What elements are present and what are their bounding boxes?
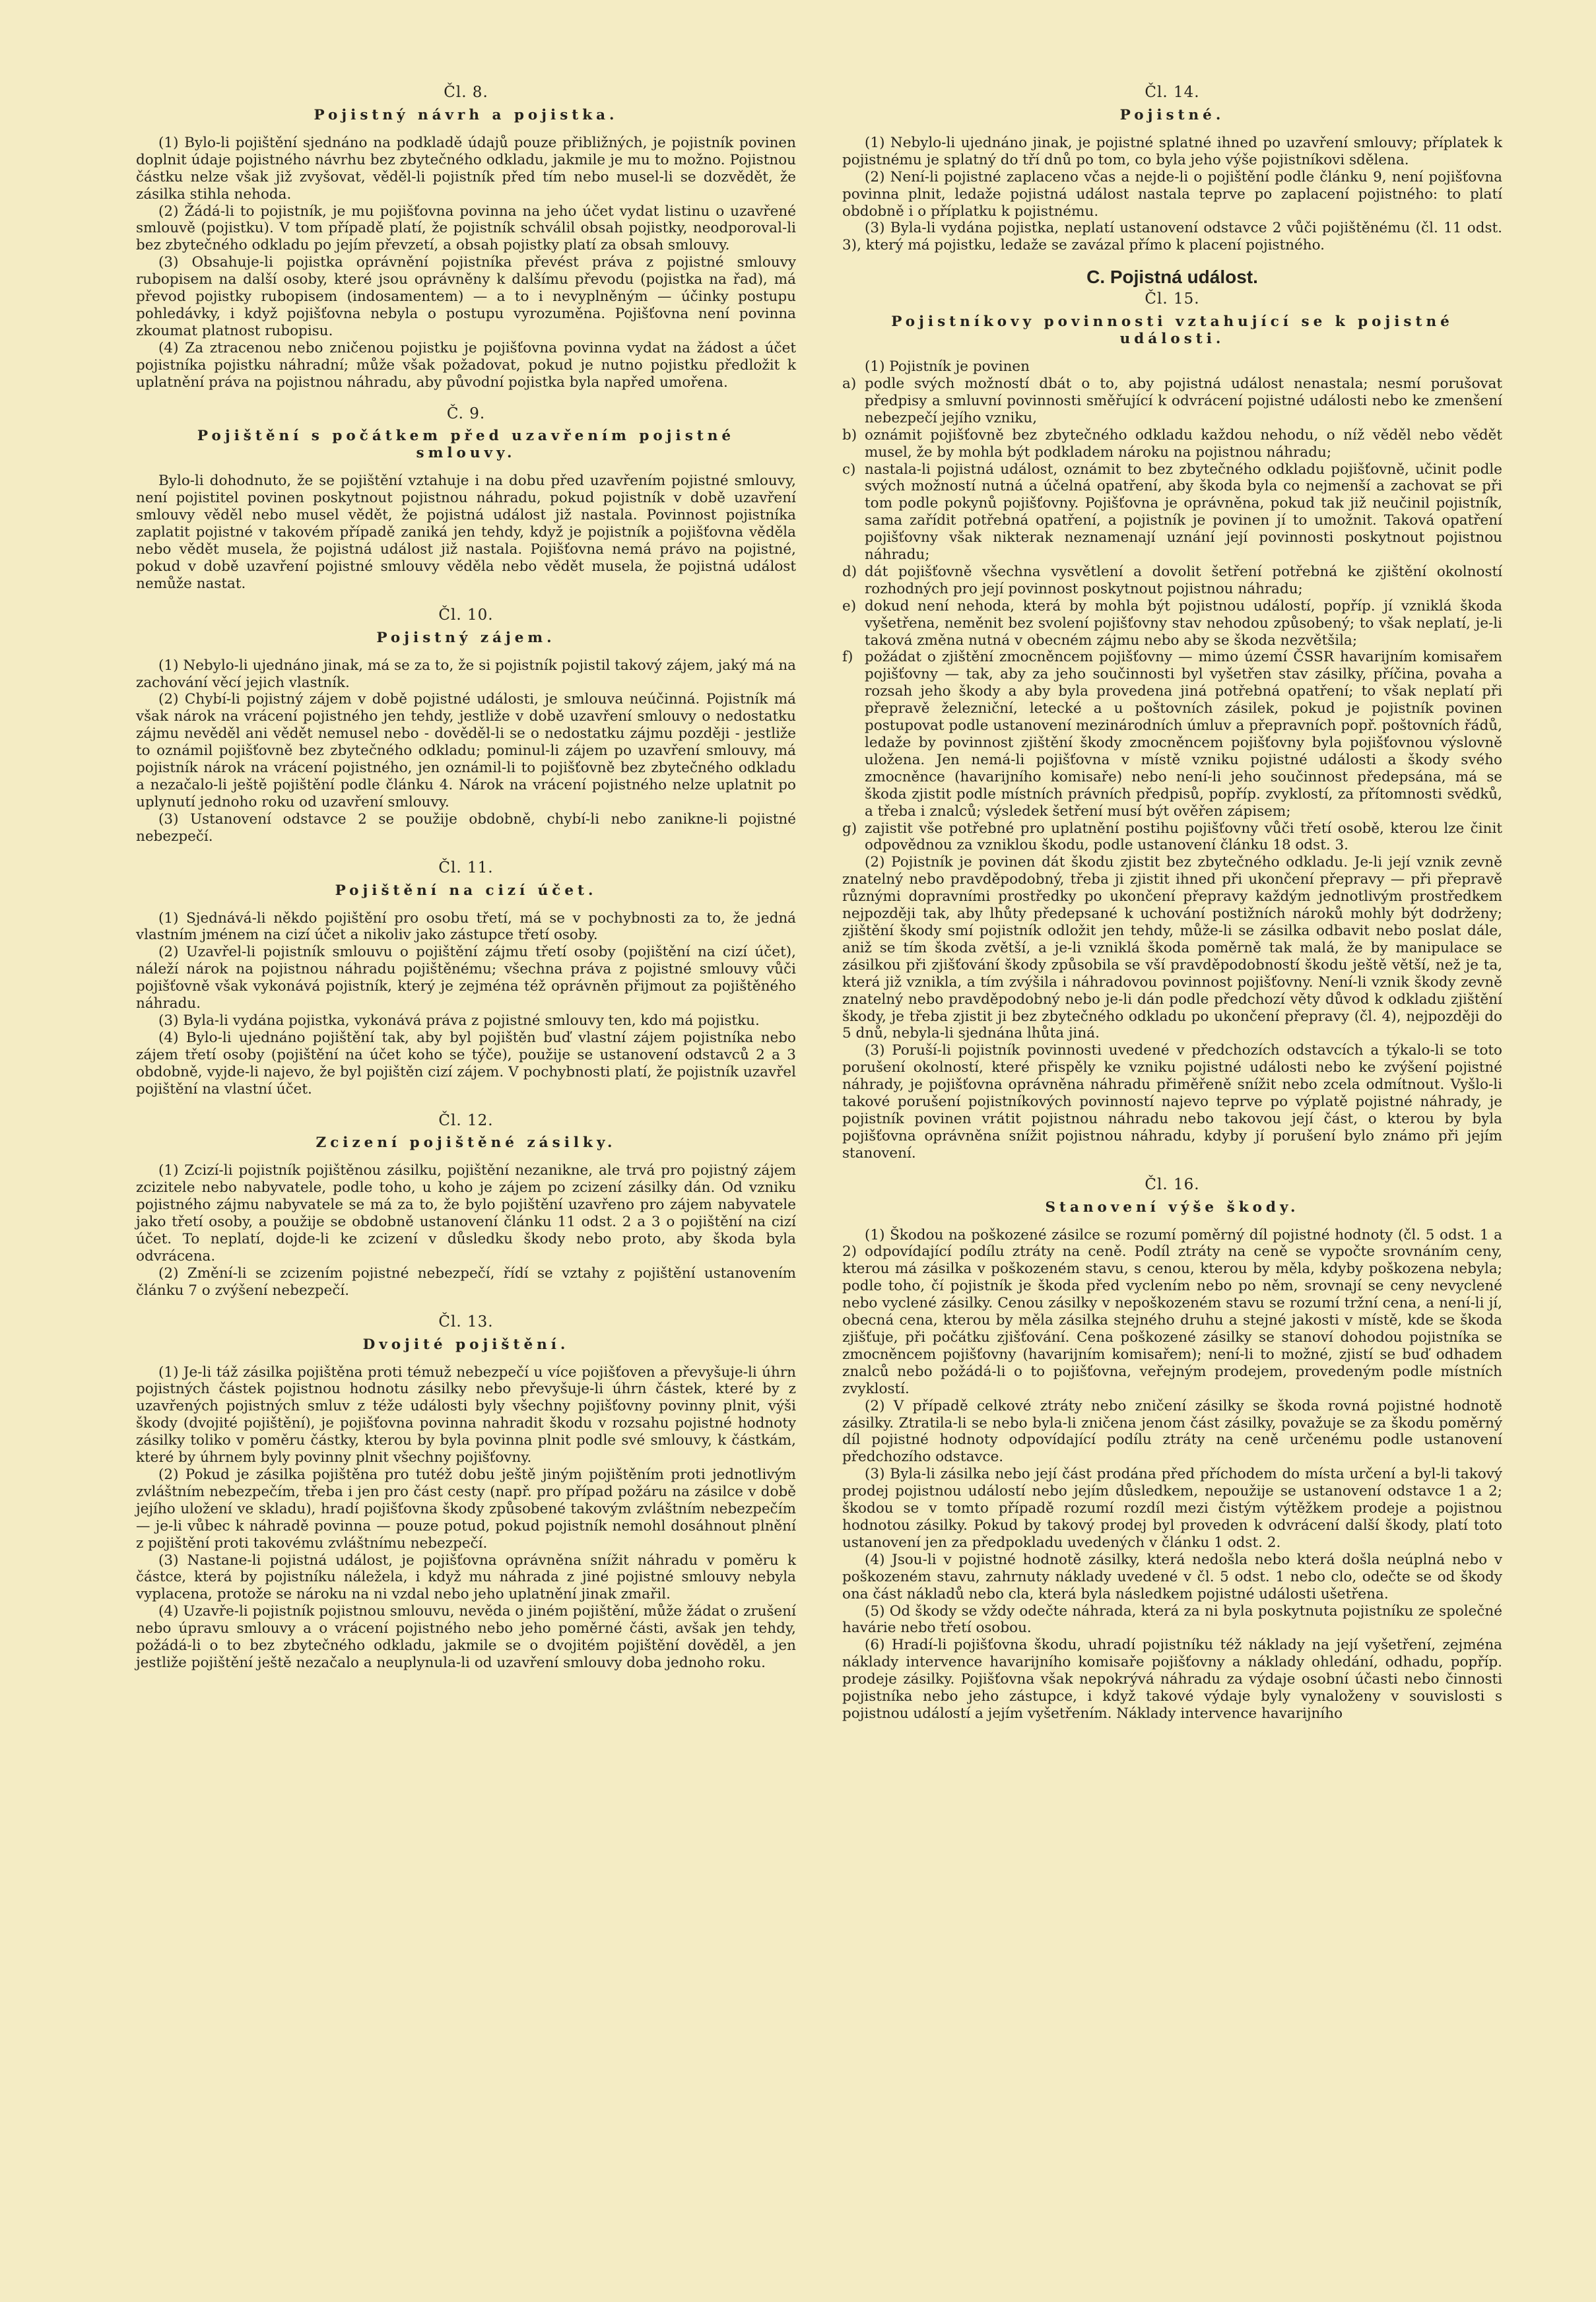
list-label: d) — [842, 563, 857, 580]
list-item — [842, 564, 1502, 598]
section-heading: Pojistníkovy povinnosti vztahující se k pojistné události. — [891, 313, 1453, 348]
paragraph: Bylo-li dohodnuto, že se pojištění vztahuje i na dobu před uzavřením pojistné smlouvy, není pojistitel povinen poskytnout pojistnou náhradu, pokud pojistník v době uzavření smlouvy věděl nebo musel vědět, že pojistná událost již nastala. Povinnost pojistníka zaplatit pojistné v takovém případě zaniká jen tehdy, když je pojistník a pojišťovna věděla nebo vědět musela, že pojistná událost již nastala. Pojišťovna nemá právo na pojistné, pokud v době uzavření pojistné smlouvy věděla nebo vědět musela, že pojistná událost nemůže nastat. — [136, 473, 796, 592]
list-label: a) — [842, 375, 857, 392]
list-label: c) — [842, 461, 856, 478]
list-text: zajistit vše potřebné pro uplatnění postihu pojišťovny vůči třetí osobě, kterou lze činit odpovědnou za vzniklou škodu, podle ustanovení článku 18 odst. 3. — [865, 820, 1502, 854]
paragraph: (3) Byla-li vydána pojistka, vykonává práva z pojistné smlouvy ten, kdo má pojistku. — [158, 1012, 760, 1029]
paragraph: (2) Není-li pojistné zaplaceno včas a nejde-li o pojištění podle článku 9, není pojišťovna povinna plnit, ledaže pojistná událost nastala teprve po zaplacení pojistného: to platí obdobně i o příplatku k pojistnému. — [842, 168, 1502, 220]
article-number: Čl. 14. — [1145, 84, 1200, 101]
obligations-list — [842, 376, 1502, 854]
list-text: podle svých možností dbát o to, aby pojistná událost nenastala; nesmí porušovat předpisy a smluvní povinnosti směřující k odvrácení pojistné události nebo ke zmenšení nebezpečí jejího vzniku, — [865, 375, 1502, 426]
paragraph: (3) Obsahuje-li pojistka oprávnění pojistníka převést práva z pojistné smlouvy rubopisem na další osoby, které jsou oprávněny k dalšímu převodu (pojistka na řad), má převod pojistky rubopisem (indosamentem) — a to i nevyplněným — účinky postupu pohledávky, i když pojišťovna nebyla o postupu vyrozuměna. Pojišťovna není povinna zkoumat platnost rubopisu. — [136, 254, 796, 339]
list-label: f) — [842, 649, 853, 666]
list-text: oznámit pojišťovně bez zbytečného odkladu každou nehodu, o níž věděl nebo vědět musel, že by mohla být podkladem nároku na pojistnou náhradu; — [865, 426, 1502, 461]
paragraph: (2) Změní-li se zcizením pojistné nebezpečí, řídí se vztahy z pojištění ustanovením článku 7 o zvýšení nebezpečí. — [136, 1265, 796, 1299]
paragraph: (2) Pojistník je povinen dát škodu zjistit bez zbytečného odkladu. Je-li její vznik zevně znatelný nebo pravděpodobný, třeba ji zjistit ihned při ukončení přepravy — při přepravě různými dopravními prostředky po ukončení přepravy každým jednotlivým prostředkem nejpozději tak, aby lhůty předepsané k uchování postižních nároků mohly být dodrženy; zjištění škody smí pojistník odložit jen tehdy, může-li se zásilka odbavit nebo poslat dále, aniž se tím škoda zvětší, a je-li vzniklá škoda poměrně tak malá, že by manipulace se zásilkou při zjišťování škody způsobila se vší pravděpodobností škodu ještě větší, než je ta, která již vznikla, a tím zvýšila i náhradovou povinnost pojišťovny. Není-li vznik škody zevně znatelný nebo pravděpodobný nebo je-li dán podle předchozí věty důvod k odkladu zjištění škody, je třeba zjistit ji bez zbytečného odkladu po ukončení přepravy (čl. 4), nejpozději do 5 dnů, nebyla-li sjednána lhůta jiná. — [842, 854, 1502, 1042]
section-heading: Pojistné. — [1119, 106, 1225, 123]
paragraph: (1) Zcizí-li pojistník pojištěnou zásilku, pojištění nezanikne, ale trvá pro pojistný zájem zcizitele nebo nabyvatele, podle toho, u koho je zájem po zcizení zásilky dán. Od vzniku pojistného zájmu nabyvatele se má za to, že bylo pojištění uzavřeno pro zájem nabyvatele jako třetí osoby, a použije se obdobně ustanovení článku 11 odst. 2 a 3 o pojištění na cizí účet. To neplatí, dojde-li ke zcizení v důsledku škody nebo proto, aby škoda byla odvrácena. — [136, 1162, 796, 1265]
section-heading: Pojistný zájem. — [376, 629, 556, 646]
article-number: Čl. 11. — [438, 859, 494, 876]
article-number: Č. 9. — [446, 405, 486, 422]
list-item — [842, 598, 1502, 649]
paragraph: (3) Nastane-li pojistná událost, je pojišťovna oprávněna snížit náhradu v poměru k částce, která by pojistníku náležela, i když mu náhrada z jiné pojistné smlouvy nebyla vyplacena, protože se nároku na ni vzdal nebo jeho uplatnění jinak zmařil. — [136, 1552, 796, 1603]
list-label: g) — [842, 820, 857, 837]
paragraph: (1) Bylo-li pojištění sjednáno na podkladě údajů pouze přibližných, je pojistník povinen doplnit údaje pojistného návrhu bez zbytečného odkladu, jakmile je mu to možno. Pojistnou částku nelze však již zvyšovat, věděl-li pojistník před tím nebo musel-li se dozvědět, že zásilka stihla nehoda. — [136, 134, 796, 203]
list-label: b) — [842, 426, 857, 444]
section-heading: Zcizení pojištěné zásilky. — [316, 1135, 616, 1152]
list-item — [842, 461, 1502, 564]
paragraph: (3) Byla-li zásilka nebo její část prodána před příchodem do místa určení a byl-li takový prodej pojistnou událostí nebo jejím důsledkem, nepoužije se ustanovení odstavce 1 a 2; škodou se v tomto případě rozumí rozdíl mezi čistým výtěžkem prodeje a pojistnou hodnotou zásilky. Pokud by takový prodej byl proveden k odvrácení další škody, platí toto ustanovení jen za předpokladu uvedených v článku 1 odst. 2. — [842, 1466, 1502, 1551]
paragraph: (3) Poruší-li pojistník povinnosti uvedené v předchozích odstavcích a týkalo-li se toto porušení okolností, které přispěly ke vzniku pojistné události nebo ke zvýšení pojistné náhrady, je pojišťovna oprávněna náhradu přiměřeně snížit nebo zcela odmítnout. Vyšlo-li takové porušení pojistníkových povinností najevo teprve po výplatě pojistné náhrady, je pojistník povinen vrátit pojistnou náhradu nebo takovou její část, o kterou by byla pojišťovna oprávněna snížit pojistnou náhradu, kdyby jí porušení bylo známo při jejím stanovení. — [842, 1042, 1502, 1162]
paragraph: (6) Hradí-li pojišťovna škodu, uhradí pojistníku též náklady na její vyšetření, zejména náklady intervence havarijního komisaře pojišťovny a náklady ohledání, odhadu, popříp. prodeje zásilky. Pojišťovna však nepokrývá náhradu za výdaje osobní účasti nebo činnosti pojistníka nebo jeho zástupce, i když takové výdaje byly vynaloženy v souvislosti s pojistnou událostí a jejím vyšetřením. Náklady intervence havarijního — [842, 1637, 1502, 1722]
article-number: Čl. 15. — [1145, 290, 1200, 308]
paragraph: (5) Od škody se vždy odečte náhrada, která za ni byla poskytnuta pojistníku ze společné havárie nebo třetí osobou. — [842, 1602, 1502, 1637]
article-number: Čl. 8. — [444, 84, 488, 101]
paragraph: (4) Za ztracenou nebo zničenou pojistku je pojišťovna povinna vydat na žádost a účet pojistníka pojistku náhradní; může však požadovat, pokud je nutno pojistku předložit k uplatnění práva na pojistnou náhradu, aby původní pojistka byla napřed umořena. — [136, 339, 796, 391]
article-number: Čl. 16. — [1145, 1175, 1200, 1193]
paragraph: (2) V případě celkové ztráty nebo zničení zásilky se škoda rovná pojistné hodnotě zásilky. Ztratila-li se nebo byla-li zničena jenom část zásilky, považuje se za škodu poměrný díl pojistné hodnoty odpovídající podílu ztráty na ceně určenému podle ustanovení předchozího odstavce. — [842, 1397, 1502, 1466]
list-text: dokud není nehoda, která by mohla být pojistnou událostí, popříp. jí vzniklá škoda vyšetřena, neměnit bez svolení pojišťovny stav nehodou způsobený; to však neplatí, je-li taková změna nutná v obecném zájmu nebo aby se škoda nezvětšila; — [865, 597, 1502, 649]
list-text: nastala-li pojistná událost, oznámit to bez zbytečného odkladu pojišťovně, učinit podle svých možností nutná a účelná opatření, aby škoda byla co nejmenší a zachovat se při tom podle pokynů pojišťovny. Pojišťovna je oprávněna, pokud tak již neučinil pojistník, sama zařídit potřebná opatření, a pojistník je povinen jí to umožnit. Taková opatření pojišťovny však nikterak neznamenají uznání její povinnosti poskytnout pojistnou náhradu; — [865, 461, 1502, 564]
paragraph: (1) Nebylo-li ujednáno jinak, je pojistné splatné ihned po uzavření smlouvy; přípl‌atek k pojistnému je splatný do tří dnů po tom, co byla jeho výše pojistníkovi sdělena. — [842, 134, 1502, 168]
list-text: dát pojišťovně všechna vysvětlení a dovolit šetření potřebná ke zjištění okolností rozhodných pro její povinnost poskytnout pojistnou náhradu; — [865, 563, 1502, 597]
paragraph: (4) Uzavře-li pojistník pojistnou smlouvu, nevěda o jiném pojištění, může žádat o zrušení nebo úpravu smlouvy a o vrácení pojistného nebo jeho poměrné části, avšak jen tehdy, požádá-li o to bez zbytečného odkladu, jakmile se o dvojitém pojištění dověděl, a jen jestliže pojištění ještě nezačalo a neuplynula-li od uzavření smlouvy doba jednoho roku. — [136, 1603, 796, 1671]
section-heading: Pojistný návrh a pojistka. — [314, 106, 618, 123]
list-item — [842, 376, 1502, 427]
list-item — [842, 820, 1502, 855]
list-item — [842, 649, 1502, 820]
list-text: požádat o zjištění zmocněncem pojišťovny — mimo území ČSSR havarijním komisařem pojišťovny — tak, aby za jeho součinnosti byl vyšetřen stav zásilky, příčina, povaha a rozsah jeho škody a aby byla provedena jiná potřebná opatření; to však neplatí při přepravě železniční, letecké a u poštovních zásilek, pokud je pojistník povinen postupovat podle ustanovení mezinárodních úmluv a přepravních popř. poštovních řádů, ledaže by povinnost zjištění škody zmocněncem pojišťovny byla pojišťovnou výslovně uložena. Jen nemá-li pojišťovna v místě vzniku pojistné události a škody svého zmocněnce (havarijního komisaře) nebo není-li jeho součinnost předepsána, má se škoda zjistit podle místních právních předpisů, popříp. zvyklostí, za přítomnosti svědků, a třeba i znalců; výsledek šetření musí být ověřen zápisem; — [865, 649, 1502, 820]
left-column — [136, 84, 796, 1672]
section-heading: Pojištění na cizí účet. — [335, 882, 597, 899]
list-label: e) — [842, 597, 857, 614]
article-number: Čl. 13. — [438, 1313, 494, 1331]
section-heading: Pojištění s počátkem před uzavřením pojistné smlouvy. — [197, 428, 735, 462]
paragraph: (2) Uzavřel-li pojistník smlouvu o pojištění zájmu třetí osoby (pojištění na cizí účet), náleží nárok na pojistnou náhradu pojištěnému; všechna práva z pojistné smlouvy vůči pojišťovně však vykonává pojistník, který je zejména též oprávněn přijmout za pojištěného náhradu. — [136, 944, 796, 1012]
paragraph: (2) Žádá-li to pojistník, je mu pojišťovna povinna na jeho účet vydat listinu o uzavřené smlouvě (pojistku). V tom případě platí, že pojistník schválil obsah pojistky, neodporoval-li bez zbytečného odkladu po jejím převzetí, a obsah pojistky platí za obsah smlouvy. — [136, 203, 796, 254]
section-heading: Dvojité pojištění. — [362, 1336, 570, 1353]
paragraph: (3) Byla-li vydána pojistka, neplatí ustanovení odstavce 2 vůči pojištěnému (čl. 11 odst. 3), který má pojistku, ledaže se zavázal přímo k placení pojistného. — [842, 220, 1502, 254]
paragraph: (1) Sjednává-li někdo pojištění pro osobu třetí, má se v pochybnosti za to, že jedná vlastním jménem na cizí účet a nikoliv jako zástupce třetí osoby. — [136, 909, 796, 944]
paragraph: (1) Nebylo-li ujednáno jinak, má se za to, že si pojistník pojistil takový zájem, jaký má na zachování věcí jejich vlastník. — [136, 657, 796, 691]
paragraph: (2) Pokud je zásilka pojištěna pro tutéž dobu ještě jiným pojištěním proti jednotlivým zvláštním nebezpečím, třeba i jen pro část cesty (např. pro případ požáru na zásilce v době jejího uložení ve skladu), hradí pojišťovna škody způsobené takovým zvláštním nebezpečím — je-li vůbec k náhradě povinna — pouze potud, pokud pojistník nemohl dosáhnout plnění z pojištění proti takovému zvláštnímu nebezpečí. — [136, 1466, 796, 1552]
paragraph: (4) Bylo-li ujednáno pojištění tak, aby byl pojištěn buď vlastní zájem pojistníka nebo zájem třetí osoby (pojištění na účet koho se týče), použije se ustanovení odstavců 2 a 3 obdobně, vyjde-li najevo, že byl pojištěn cizí zájem. V pochybnosti platí, že pojistník uzavřel pojištění na vlastní účet. — [136, 1029, 796, 1098]
right-column — [842, 84, 1502, 1723]
paragraph: (1) Škodou na poškozené zásilce se rozumí poměrný díl pojistné hodnoty (čl. 5 odst. 1 a 2) odpovídající podílu ztráty na ceně. Podíl ztráty na ceně se vypočte srovnáním ceny, kterou má zásilka v poškozeném stavu, s cenou, kterou by měla, kdyby poškozena nebyla; podle toho, čí pojistník je škoda před vyclením nebo po něm, srovnají se ceny nevyclené nebo vyclené zásilky. Cenou zásilky v nepoškozeném stavu se rozumí tržní cena, a není-li jí, obecná cena, kterou by měla zásilka stejného druhu a stejné jakosti v místě, kde se škoda zjišťuje, při počátku zjišťování. Cena poškozené zásilky se stanoví dohodou pojistníka se zmocněncem pojišťovny (havarijním komisařem); není-li to možné, zjistí se buď odhadem znalců nebo požádá-li o to pojišťovna, veřejným prodejem, provedeným podle místních zvyklostí. — [842, 1226, 1502, 1397]
article-number: Čl. 10. — [438, 606, 494, 624]
paragraph: (1) Pojistník je povinen — [865, 358, 1030, 376]
article-number: Čl. 12. — [438, 1111, 494, 1129]
paragraph: (3) Ustanovení odstavce 2 se použije obdobně, chybí-li nebo zanikne-li pojistné nebezpečí. — [136, 810, 796, 845]
section-heading: Stanovení výše škody. — [1045, 1199, 1300, 1216]
list-item — [842, 427, 1502, 461]
paragraph: (2) Chybí-li pojistný zájem v době pojistné události, je smlouva neúčinná. Pojistník má však nárok na vrácení pojistného jen tehdy, jestliže v době uzavření smlouvy o nedostatku zájmu nevěděl ani vědět nemusel nebo - dověděl-li se o nedostatku zájmu později - jestliže to oznámil pojišťovně bez zbytečného odkladu; pominul-li zájem po uzavření smlouvy, má pojistník nárok na vrácení pojistného, jen oznámil-li to pojišťovně bez zbytečného odkladu a nezačalo-li ještě pojištění podle článku 4. Nárok na vrácení pojistného nelze uplatnit po uplynutí jednoho roku od uzavření smlouvy. — [136, 691, 796, 810]
part-title: C. Pojistná událost. — [1086, 267, 1258, 288]
paragraph: (4) Jsou-li v pojistné hodnotě zásilky, která nedošla nebo která došla neúplná nebo v poškozeném stavu, zahrnuty náklady uvedené v čl. 5 odst. 1 nebo clo, odečte se od škody ona část nákladů nebo cla, která byla následkem pojistné události ušetřena. — [842, 1551, 1502, 1602]
paragraph: (1) Je-li táž zásilka pojištěna proti témuž nebezpečí u více pojišťoven a převyšuje-li úhrn pojistných částek pojistnou hodnotu zásilky nebo převyšuje-li úhrn částek, které by z uzavřených pojistných smluv z téže události byly všechny pojišťovny povinny plnit, výši škody (dvojité pojištění), je pojišťovna povinna nahradit škodu v rozsahu pojistné hodnoty zásilky toliko v poměru částky, kterou by byla povinna plnit podle své smlouvy, k částkám, které by úhrnem byly povinny plnit všechny pojišťovny. — [136, 1364, 796, 1466]
